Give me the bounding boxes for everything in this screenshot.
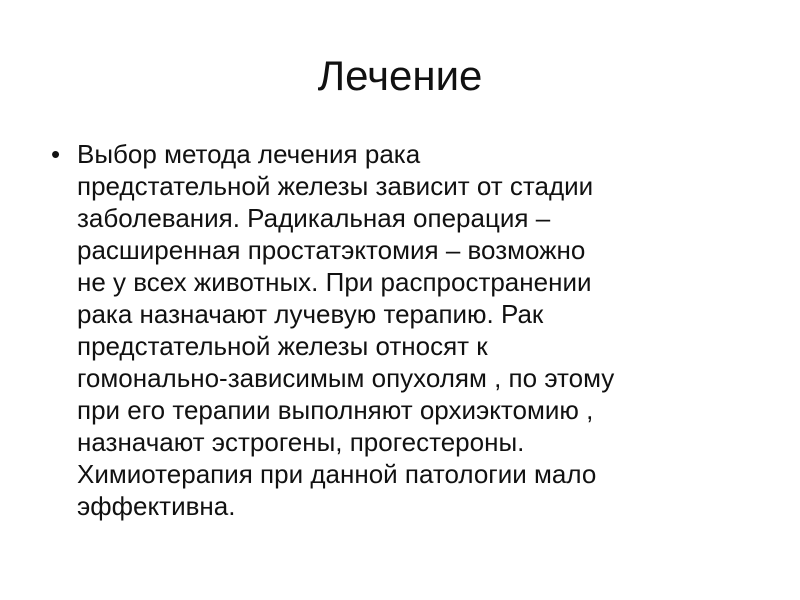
bullet-line: расширенная простатэктомия – возможно: [77, 235, 586, 265]
bullet-icon: •: [51, 139, 61, 169]
bullet-line: Выбор метода лечения рака: [77, 139, 421, 169]
bullet-line: эффективна.: [77, 491, 236, 521]
bullet-line: не у всех животных. При распространении: [77, 267, 592, 297]
bullet-line: рака назначают лучевую терапию. Рак: [77, 299, 544, 329]
slide-body: [45, 138, 765, 522]
bullet-line: предстательной железы зависит от стадии: [77, 171, 594, 201]
bullet-line: предстательной железы относят к: [77, 331, 488, 361]
bullet-line: Химиотерапия при данной патологии мало: [77, 459, 597, 489]
bullet-text: [77, 138, 765, 522]
bullet-line: при его терапии выполняют орхиэктомию ,: [77, 395, 594, 425]
bullet-line: гомонально-зависимым опухолям , по этому: [77, 363, 615, 393]
bullet-line: назначают эстрогены, прогестероны.: [77, 427, 525, 457]
bullet-item: [45, 138, 765, 522]
bullet-line: заболевания. Радикальная операция –: [77, 203, 551, 233]
slide-title: Лечение: [317, 52, 483, 99]
